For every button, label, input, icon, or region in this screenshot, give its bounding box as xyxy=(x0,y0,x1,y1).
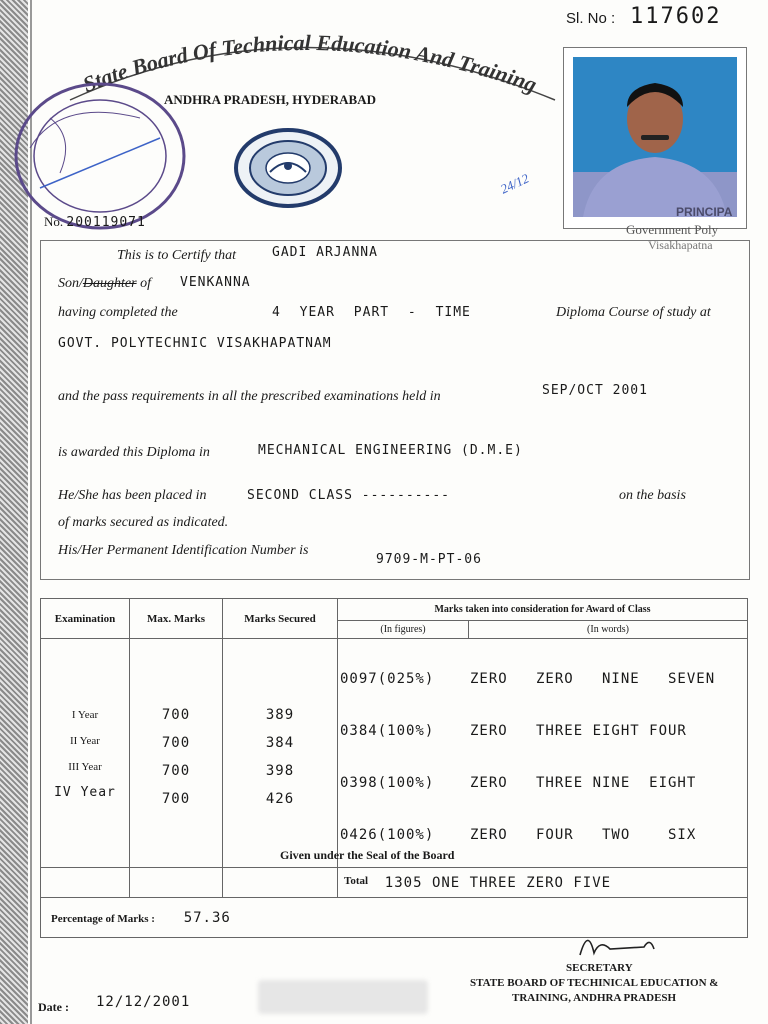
date-value: 12/12/2001 xyxy=(96,994,191,1010)
pin-label: His/Her Permanent Identification Number is xyxy=(58,543,309,558)
board-emblem xyxy=(234,128,342,208)
marks-rows xyxy=(41,639,748,868)
total-cell xyxy=(338,868,748,898)
col-in-words: (In words) xyxy=(469,621,748,639)
figures-value: 0398(100%) xyxy=(340,775,435,791)
consideration-row xyxy=(340,671,747,687)
exam-year: II Year xyxy=(70,734,100,747)
candidate-name: GADI ARJANNA xyxy=(272,245,378,260)
empty-cell xyxy=(223,868,338,898)
pin-number: 9709-M-PT-06 xyxy=(376,552,482,567)
signatory-title: SECRETARY xyxy=(566,962,633,974)
father-name: VENKANNA xyxy=(180,275,251,290)
secured-value: 398 xyxy=(265,763,295,779)
photo-frame xyxy=(563,47,747,229)
max-marks-value: 700 xyxy=(161,707,191,723)
certify-label: This is to Certify that xyxy=(117,248,237,263)
max-marks-value: 700 xyxy=(161,735,191,751)
secured-value: 384 xyxy=(265,735,295,751)
total-label: Total xyxy=(344,874,369,887)
diploma-name: MECHANICAL ENGINEERING (D.M.E) xyxy=(258,443,523,458)
pass-label: and the pass requirements in all the prescribed examinations held in xyxy=(58,389,441,404)
principal-stamp-title: PRINCIPA xyxy=(676,205,733,219)
consideration-cell xyxy=(338,639,748,868)
col-examination: Examination xyxy=(41,599,130,639)
exam-year: III Year xyxy=(68,760,102,773)
words-value: ZERO FOUR TWO SIX xyxy=(470,827,697,843)
serial-label: Sl. No : xyxy=(566,10,616,27)
serial-number: 117602 xyxy=(630,4,722,29)
course-label: Diploma Course of study at xyxy=(556,305,711,320)
figures-value: 0426(100%) xyxy=(340,827,435,843)
empty-cell xyxy=(41,868,130,898)
words-value: ZERO THREE EIGHT FOUR xyxy=(470,723,687,739)
course-duration: 4 YEAR PART - TIME xyxy=(272,305,471,320)
signatory-org-line1: STATE BOARD OF TECHINICAL EDUCATION & xyxy=(470,977,719,989)
percentage-value: 57.36 xyxy=(183,909,231,926)
marks-table xyxy=(40,598,748,938)
certificate-number: No. 200119071 xyxy=(44,214,146,230)
handwritten-date: 24/12 xyxy=(498,170,532,197)
empty-cell xyxy=(130,868,223,898)
secured-value: 426 xyxy=(265,791,295,807)
placed-label: He/She has been placed in xyxy=(58,488,207,503)
board-location: ANDHRA PRADESH, HYDERABAD xyxy=(164,92,376,107)
exam-cell xyxy=(41,639,130,868)
class-awarded: SECOND CLASS ---------- xyxy=(247,488,451,503)
exam-year: IV Year xyxy=(54,784,116,800)
max-marks-value: 700 xyxy=(161,763,191,779)
institution-name: GOVT. POLYTECHNIC VISAKHAPATNAM xyxy=(58,336,332,351)
marks-indicated-label: of marks secured as indicated. xyxy=(58,515,229,530)
secured-cell xyxy=(223,639,338,868)
consideration-row xyxy=(340,775,747,791)
col-marks-secured: Marks Secured xyxy=(223,599,338,639)
max-marks-value: 700 xyxy=(161,791,191,807)
secured-value: 389 xyxy=(265,707,295,723)
total-value: 1305 ONE THREE ZERO FIVE xyxy=(384,874,612,891)
principal-stamp-city: Visakhapatna xyxy=(648,238,713,252)
seal-statement: Given under the Seal of the Board xyxy=(280,848,455,862)
board-name: State Board Of Technical Education And Training xyxy=(79,29,541,98)
exam-year: I Year xyxy=(71,708,99,721)
date-label: Date : xyxy=(38,1000,69,1014)
completed-label: having completed the xyxy=(58,305,178,320)
words-value: ZERO THREE NINE EIGHT xyxy=(470,775,697,791)
figures-value: 0097(025%) xyxy=(340,671,435,687)
secretary-signature xyxy=(570,925,660,965)
exam-session: SEP/OCT 2001 xyxy=(542,383,648,398)
words-value: ZERO ZERO NINE SEVEN xyxy=(470,671,716,687)
candidate-photo xyxy=(573,57,737,217)
consideration-row xyxy=(340,723,747,739)
percentage-label: Percentage of Marks : xyxy=(51,912,155,925)
max-cell xyxy=(130,639,223,868)
son-of-label: Son/Daughter of xyxy=(58,276,151,291)
col-consideration: Marks taken into consideration for Award of Class xyxy=(338,599,748,621)
col-in-figures: (In figures) xyxy=(338,621,469,639)
figures-value: 0384(100%) xyxy=(340,723,435,739)
principal-stamp-college: Government Poly xyxy=(626,222,719,237)
consideration-row xyxy=(340,827,747,843)
redacted-area xyxy=(258,980,428,1014)
basis-label: on the basis xyxy=(619,488,686,503)
signatory-org-line2: TRAINING, ANDHRA PRADESH xyxy=(512,992,677,1004)
col-max-marks: Max. Marks xyxy=(130,599,223,639)
awarded-label: is awarded this Diploma in xyxy=(58,445,210,460)
